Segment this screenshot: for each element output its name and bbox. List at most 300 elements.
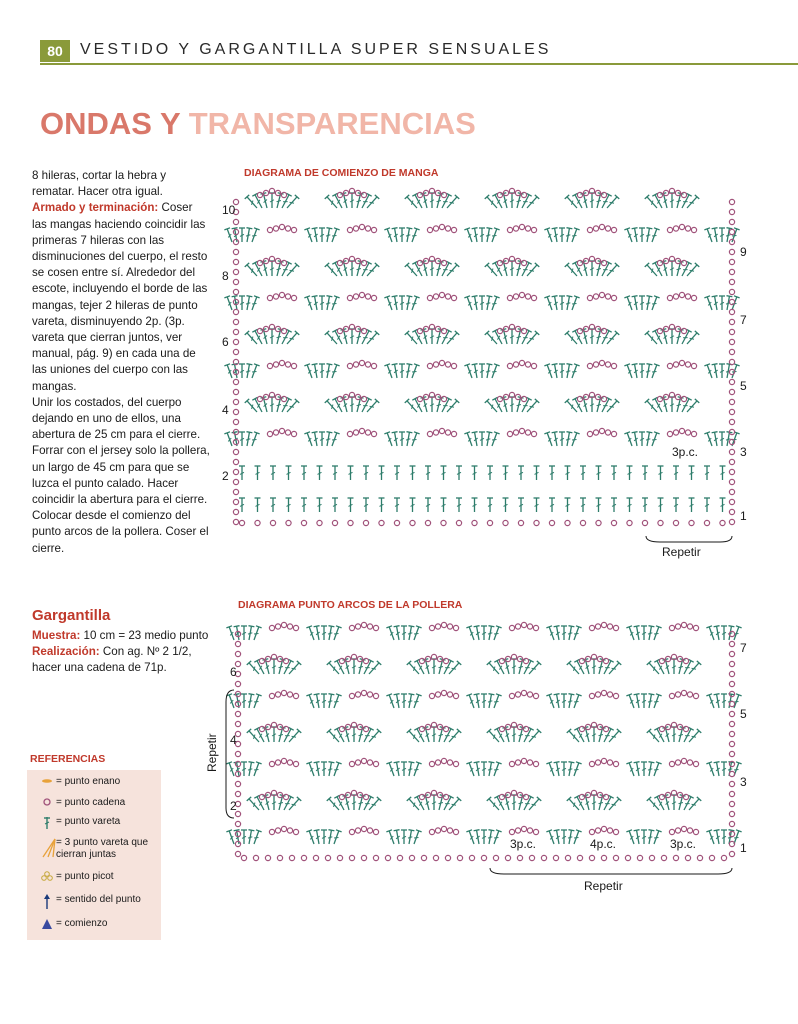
diagram-2-title: DIAGRAMA PUNTO ARCOS DE LA POLLERA	[238, 599, 463, 611]
chain-stitch	[285, 362, 290, 367]
chain-stitch	[281, 260, 286, 265]
chain-stitch	[441, 826, 446, 831]
double-crochet-stitch	[491, 762, 501, 777]
chain-stitch	[729, 751, 734, 756]
chain-stitch	[525, 294, 530, 299]
chain-stitch	[687, 828, 692, 833]
double-crochet-stitch	[485, 399, 499, 414]
double-crochet-stitch	[658, 466, 664, 480]
double-crochet-stitch	[509, 261, 515, 276]
double-crochet-stitch	[399, 296, 405, 310]
chain-stitch	[353, 430, 358, 435]
chain-stitch	[433, 294, 438, 299]
chain-stitch	[673, 362, 678, 367]
chain-stitch	[353, 294, 358, 299]
chain-stitch	[687, 692, 692, 697]
double-crochet-stitch	[626, 830, 636, 845]
chain-stitch	[729, 209, 734, 214]
chain-stitch	[509, 829, 514, 834]
chain-stitch	[363, 726, 368, 731]
double-crochet-stitch	[239, 432, 245, 446]
chain-stitch	[443, 794, 448, 799]
double-crochet-stitch	[312, 432, 320, 447]
chain-stitch	[683, 794, 688, 799]
chain-stitch	[447, 828, 452, 833]
chain-stitch	[447, 760, 452, 765]
double-crochet-stitch	[246, 830, 254, 845]
double-crochet-stitch	[379, 466, 385, 480]
chain-stitch	[451, 363, 456, 368]
double-crochet-stitch	[241, 762, 247, 776]
chain-stitch	[565, 520, 570, 525]
chain-stitch	[675, 624, 680, 629]
chain-stitch	[527, 828, 532, 833]
chain-stitch	[533, 625, 538, 630]
chain-stitch	[513, 226, 518, 231]
double-crochet-stitch	[634, 626, 642, 641]
chain-stitch	[503, 520, 508, 525]
chain-stitch	[599, 360, 604, 365]
double-crochet-stitch	[544, 228, 554, 243]
chain-stitch	[613, 693, 618, 698]
chain-stitch	[729, 651, 734, 656]
chain-stitch	[521, 826, 526, 831]
chain-stitch	[729, 259, 734, 264]
double-crochet-stitch	[591, 659, 597, 674]
chain-stitch	[361, 328, 366, 333]
chain-stitch	[691, 295, 696, 300]
chain-stitch	[373, 829, 378, 834]
chain-stitch	[517, 855, 522, 860]
chain-stitch	[729, 771, 734, 776]
chain-stitch	[417, 328, 422, 333]
chain-stitch	[349, 761, 354, 766]
double-crochet-stitch	[706, 830, 716, 845]
chain-stitch	[729, 681, 734, 686]
chain-stitch	[235, 781, 240, 786]
chain-stitch	[729, 851, 734, 856]
double-crochet-stitch	[324, 432, 332, 447]
double-crochet-stitch	[401, 694, 407, 708]
chain-stitch	[265, 855, 270, 860]
chain-stitch	[497, 396, 502, 401]
chain-stitch	[233, 509, 238, 514]
double-crochet-stitch	[319, 432, 325, 446]
double-crochet-stitch	[384, 432, 394, 447]
double-crochet-stitch	[241, 830, 247, 844]
double-crochet-stitch	[331, 762, 341, 777]
double-crochet-stitch	[406, 830, 414, 845]
double-crochet-stitch	[549, 466, 555, 480]
chain-stitch	[429, 625, 434, 630]
chain-stitch	[683, 658, 688, 663]
chain-stitch	[613, 855, 618, 860]
double-crochet-stitch	[589, 261, 595, 276]
double-crochet-stitch	[561, 626, 567, 640]
double-crochet-stitch	[646, 762, 654, 777]
double-crochet-stitch	[559, 364, 565, 378]
double-crochet-stitch	[445, 195, 459, 210]
chain-stitch	[347, 227, 352, 232]
chain-stitch	[275, 624, 280, 629]
chain-stitch	[361, 622, 366, 627]
double-crochet-stitch	[564, 364, 572, 379]
chain-stitch	[685, 430, 690, 435]
chain-stitch	[521, 758, 526, 763]
chain-stitch	[679, 428, 684, 433]
double-crochet-stitch	[285, 399, 299, 414]
chain-stitch	[577, 192, 582, 197]
chain-stitch	[691, 363, 696, 368]
double-crochet-stitch	[349, 261, 355, 276]
chain-stitch	[729, 399, 734, 404]
double-crochet-stitch	[224, 432, 234, 447]
chain-stitch	[525, 430, 530, 435]
chain-stitch	[601, 396, 606, 401]
double-crochet-stitch	[561, 830, 567, 844]
chain-stitch	[507, 227, 512, 232]
chain-stitch	[603, 794, 608, 799]
chain-stitch	[233, 459, 238, 464]
chain-stitch	[642, 520, 647, 525]
chain-stitch	[339, 726, 344, 731]
chain-stitch	[349, 693, 354, 698]
chain-stitch	[679, 224, 684, 229]
double-crochet-stitch	[607, 661, 621, 676]
chain-stitch	[601, 192, 606, 197]
double-crochet-stitch	[394, 694, 402, 709]
double-crochet-stitch	[645, 263, 659, 278]
chain-stitch	[283, 794, 288, 799]
double-crochet-stitch	[466, 830, 476, 845]
double-crochet-stitch	[525, 331, 539, 346]
double-crochet-stitch	[406, 626, 414, 641]
chain-stitch	[269, 693, 274, 698]
double-crochet-stitch	[269, 261, 275, 276]
chain-stitch	[657, 260, 662, 265]
row-number-right: 1	[740, 509, 747, 523]
chain-stitch	[589, 761, 594, 766]
chain-stitch	[613, 761, 618, 766]
chain-stitch	[659, 658, 664, 663]
chain-stitch	[729, 229, 734, 234]
double-crochet-stitch	[246, 762, 254, 777]
chain-stitch	[729, 671, 734, 676]
chain-stitch	[349, 855, 354, 860]
double-crochet-stitch	[673, 498, 679, 512]
double-crochet-stitch	[331, 626, 341, 641]
double-crochet-stitch	[249, 432, 259, 447]
double-crochet-stitch	[472, 498, 478, 512]
chain-stitch	[681, 758, 686, 763]
double-crochet-stitch	[271, 727, 277, 742]
chain-stitch	[527, 624, 532, 629]
chain-stitch	[553, 855, 558, 860]
chain-stitch	[729, 519, 734, 524]
double-crochet-stitch	[486, 626, 494, 641]
chain-stitch	[534, 520, 539, 525]
armado-label: Armado y terminación:	[32, 201, 159, 215]
double-crochet-stitch	[552, 228, 560, 243]
double-crochet-stitch	[580, 466, 586, 480]
chain-stitch	[729, 289, 734, 294]
chain-stitch	[673, 520, 678, 525]
chain-stitch	[233, 259, 238, 264]
chain-stitch	[577, 260, 582, 265]
chain-stitch	[365, 430, 370, 435]
double-crochet-stitch	[244, 228, 252, 243]
double-crochet-stitch	[404, 364, 412, 379]
double-crochet-stitch	[554, 626, 562, 641]
double-crochet-stitch	[647, 661, 661, 676]
chain-stitch	[729, 641, 734, 646]
double-crochet-stitch	[447, 661, 461, 676]
double-crochet-stitch	[642, 498, 648, 512]
chain-stitch	[289, 855, 294, 860]
double-crochet-stitch	[425, 498, 431, 512]
instructions-text	[32, 168, 210, 557]
chain-stitch	[348, 520, 353, 525]
double-crochet-stitch	[312, 296, 320, 311]
chain-stitch	[499, 726, 504, 731]
double-crochet-stitch	[484, 432, 492, 447]
double-crochet-stitch	[411, 694, 421, 709]
double-crochet-stitch	[589, 329, 595, 344]
double-crochet-stitch	[596, 466, 602, 480]
chain-stitch	[657, 192, 662, 197]
double-crochet-stitch	[641, 762, 647, 776]
double-crochet-stitch	[486, 830, 494, 845]
diagram-1-title: DIAGRAMA DE COMIENZO DE MANGA	[244, 167, 439, 179]
stitch-count-annotation: 4p.c.	[590, 837, 617, 851]
chain-stitch	[367, 624, 372, 629]
double-crochet-stitch	[689, 498, 695, 512]
double-crochet-stitch	[245, 195, 259, 210]
chain-stitch	[445, 430, 450, 435]
chain-stitch	[235, 681, 240, 686]
chain-stitch	[667, 431, 672, 436]
double-crochet-stitch	[525, 399, 539, 414]
chain-stitch	[279, 428, 284, 433]
chain-stitch	[233, 379, 238, 384]
chain-stitch	[729, 711, 734, 716]
chain-stitch	[233, 389, 238, 394]
double-crochet-stitch	[651, 830, 661, 845]
double-crochet-stitch	[646, 830, 654, 845]
double-crochet-stitch	[567, 797, 581, 812]
chain-stitch	[607, 760, 612, 765]
double-crochet-stitch	[321, 626, 327, 640]
double-crochet-stitch	[474, 830, 482, 845]
double-crochet-stitch	[479, 228, 485, 242]
double-crochet-stitch	[392, 364, 400, 379]
chain-stitch	[689, 520, 694, 525]
chain-stitch	[521, 690, 526, 695]
realizacion-label: Realización:	[32, 645, 100, 658]
chain-stitch	[607, 828, 612, 833]
double-crochet-stitch	[645, 195, 659, 210]
chain-stitch	[291, 431, 296, 436]
chain-stitch	[519, 292, 524, 297]
double-crochet-stitch	[466, 626, 476, 641]
double-crochet-stitch	[632, 228, 640, 243]
double-crochet-stitch	[270, 498, 276, 512]
chain-stitch	[521, 260, 526, 265]
chain-stitch	[267, 227, 272, 232]
chain-stitch	[441, 622, 446, 627]
chain-stitch	[533, 761, 538, 766]
double-crochet-stitch	[472, 432, 480, 447]
title-part-2: TRANSPARENCIAS	[180, 106, 476, 141]
double-crochet-stitch	[534, 498, 540, 512]
chain-stitch	[447, 624, 452, 629]
double-crochet-stitch	[441, 498, 447, 512]
chain-stitch	[681, 328, 686, 333]
row-number-left: 2	[230, 799, 237, 813]
double-crochet-stitch	[651, 694, 661, 709]
double-crochet-stitch	[546, 762, 556, 777]
double-crochet-stitch	[644, 364, 652, 379]
chain-stitch	[269, 829, 274, 834]
double-crochet-stitch	[351, 727, 357, 742]
chain-stitch	[457, 855, 462, 860]
chain-stitch	[283, 726, 288, 731]
double-crochet-stitch	[249, 364, 259, 379]
double-crochet-stitch	[394, 762, 402, 777]
double-crochet-stitch	[503, 498, 509, 512]
chain-stitch	[729, 279, 734, 284]
chain-stitch	[729, 389, 734, 394]
double-crochet-stitch	[487, 729, 501, 744]
chain-stitch	[373, 761, 378, 766]
chain-stitch	[599, 292, 604, 297]
double-crochet-stitch	[642, 466, 648, 480]
chain-stitch	[373, 625, 378, 630]
double-crochet-stitch	[251, 830, 261, 845]
double-crochet-stitch	[673, 466, 679, 480]
chain-stitch	[456, 520, 461, 525]
double-crochet-stitch	[561, 762, 567, 776]
chain-stitch	[487, 520, 492, 525]
chain-stitch	[293, 625, 298, 630]
chain-stitch	[533, 693, 538, 698]
chain-stitch	[233, 239, 238, 244]
double-crochet-stitch	[719, 228, 725, 242]
chain-stitch	[579, 794, 584, 799]
double-crochet-stitch	[485, 195, 499, 210]
chain-stitch	[451, 295, 456, 300]
chain-stitch	[509, 625, 514, 630]
chain-stitch	[729, 499, 734, 504]
chain-stitch	[513, 294, 518, 299]
double-crochet-stitch	[251, 626, 261, 641]
double-crochet-stitch	[247, 729, 261, 744]
chain-stitch	[273, 294, 278, 299]
double-crochet-stitch	[605, 399, 619, 414]
chain-stitch	[593, 430, 598, 435]
double-crochet-stitch	[304, 228, 314, 243]
double-crochet-stitch	[251, 762, 261, 777]
start-triangle-icon	[41, 918, 53, 934]
chain-stitch	[291, 363, 296, 368]
chain-stitch	[433, 362, 438, 367]
chain-stitch	[281, 758, 286, 763]
double-crochet-stitch	[332, 498, 338, 512]
chain-stitch	[443, 726, 448, 731]
double-crochet-stitch	[472, 296, 480, 311]
double-crochet-stitch	[445, 263, 459, 278]
double-crochet-stitch	[321, 694, 327, 708]
chain-stitch	[429, 761, 434, 766]
double-crochet-stitch	[319, 364, 325, 378]
chain-stitch	[669, 829, 674, 834]
double-crochet-stitch	[472, 364, 480, 379]
double-crochet-stitch	[269, 193, 275, 208]
double-crochet-stitch	[379, 498, 385, 512]
double-crochet-stitch	[479, 432, 485, 446]
double-crochet-stitch	[627, 466, 633, 480]
double-crochet-stitch	[386, 626, 396, 641]
double-crochet-stitch	[685, 195, 699, 210]
double-crochet-stitch	[464, 296, 474, 311]
chain-stitch	[509, 693, 514, 698]
paragraph-4: Forrar con el jersey solo la pollera, un largo de 45 cm para que se luzca el punto calado. Hacer coincidir la abertura para el cierre. Colocar desde el comienzo del punto arcos de la pollera. Coser el cierre.	[32, 444, 210, 555]
double-crochet-stitch	[285, 195, 299, 210]
chain-icon	[41, 797, 53, 811]
chain-stitch	[729, 329, 734, 334]
chain-stitch	[729, 409, 734, 414]
row-number-right: 5	[740, 707, 747, 721]
chain-stitch	[233, 419, 238, 424]
chain-stitch	[729, 781, 734, 786]
gargantilla-title: Gargantilla	[32, 607, 111, 624]
chain-stitch	[233, 309, 238, 314]
double-crochet-stitch	[489, 296, 499, 311]
chain-stitch	[521, 328, 526, 333]
chain-stitch	[679, 360, 684, 365]
double-crochet-stitch	[286, 498, 292, 512]
double-crochet-stitch	[726, 762, 734, 777]
chain-stitch	[233, 479, 238, 484]
chain-stitch	[359, 224, 364, 229]
double-crochet-stitch	[429, 329, 435, 344]
chain-stitch	[595, 828, 600, 833]
double-crochet-stitch	[484, 296, 492, 311]
double-crochet-stitch	[399, 364, 405, 378]
double-crochet-stitch	[671, 727, 677, 742]
double-crochet-stitch	[474, 762, 482, 777]
double-crochet-stitch	[304, 296, 314, 311]
chain-stitch	[523, 794, 528, 799]
double-crochet-stitch	[464, 432, 474, 447]
chain-stitch	[507, 295, 512, 300]
chain-stitch	[531, 363, 536, 368]
double-crochet-stitch	[269, 397, 275, 412]
double-crochet-stitch	[544, 432, 554, 447]
double-crochet-stitch	[367, 797, 381, 812]
double-crochet-stitch	[632, 364, 640, 379]
chain-stitch	[355, 624, 360, 629]
chain-stitch	[269, 625, 274, 630]
chain-stitch	[267, 295, 272, 300]
chain-stitch	[361, 690, 366, 695]
double-crochet-stitch	[399, 432, 405, 446]
double-crochet-stitch	[712, 432, 720, 447]
chain-stitch	[445, 362, 450, 367]
chain-stitch	[259, 726, 264, 731]
double-crochet-stitch	[589, 193, 595, 208]
double-crochet-stitch	[511, 659, 517, 674]
